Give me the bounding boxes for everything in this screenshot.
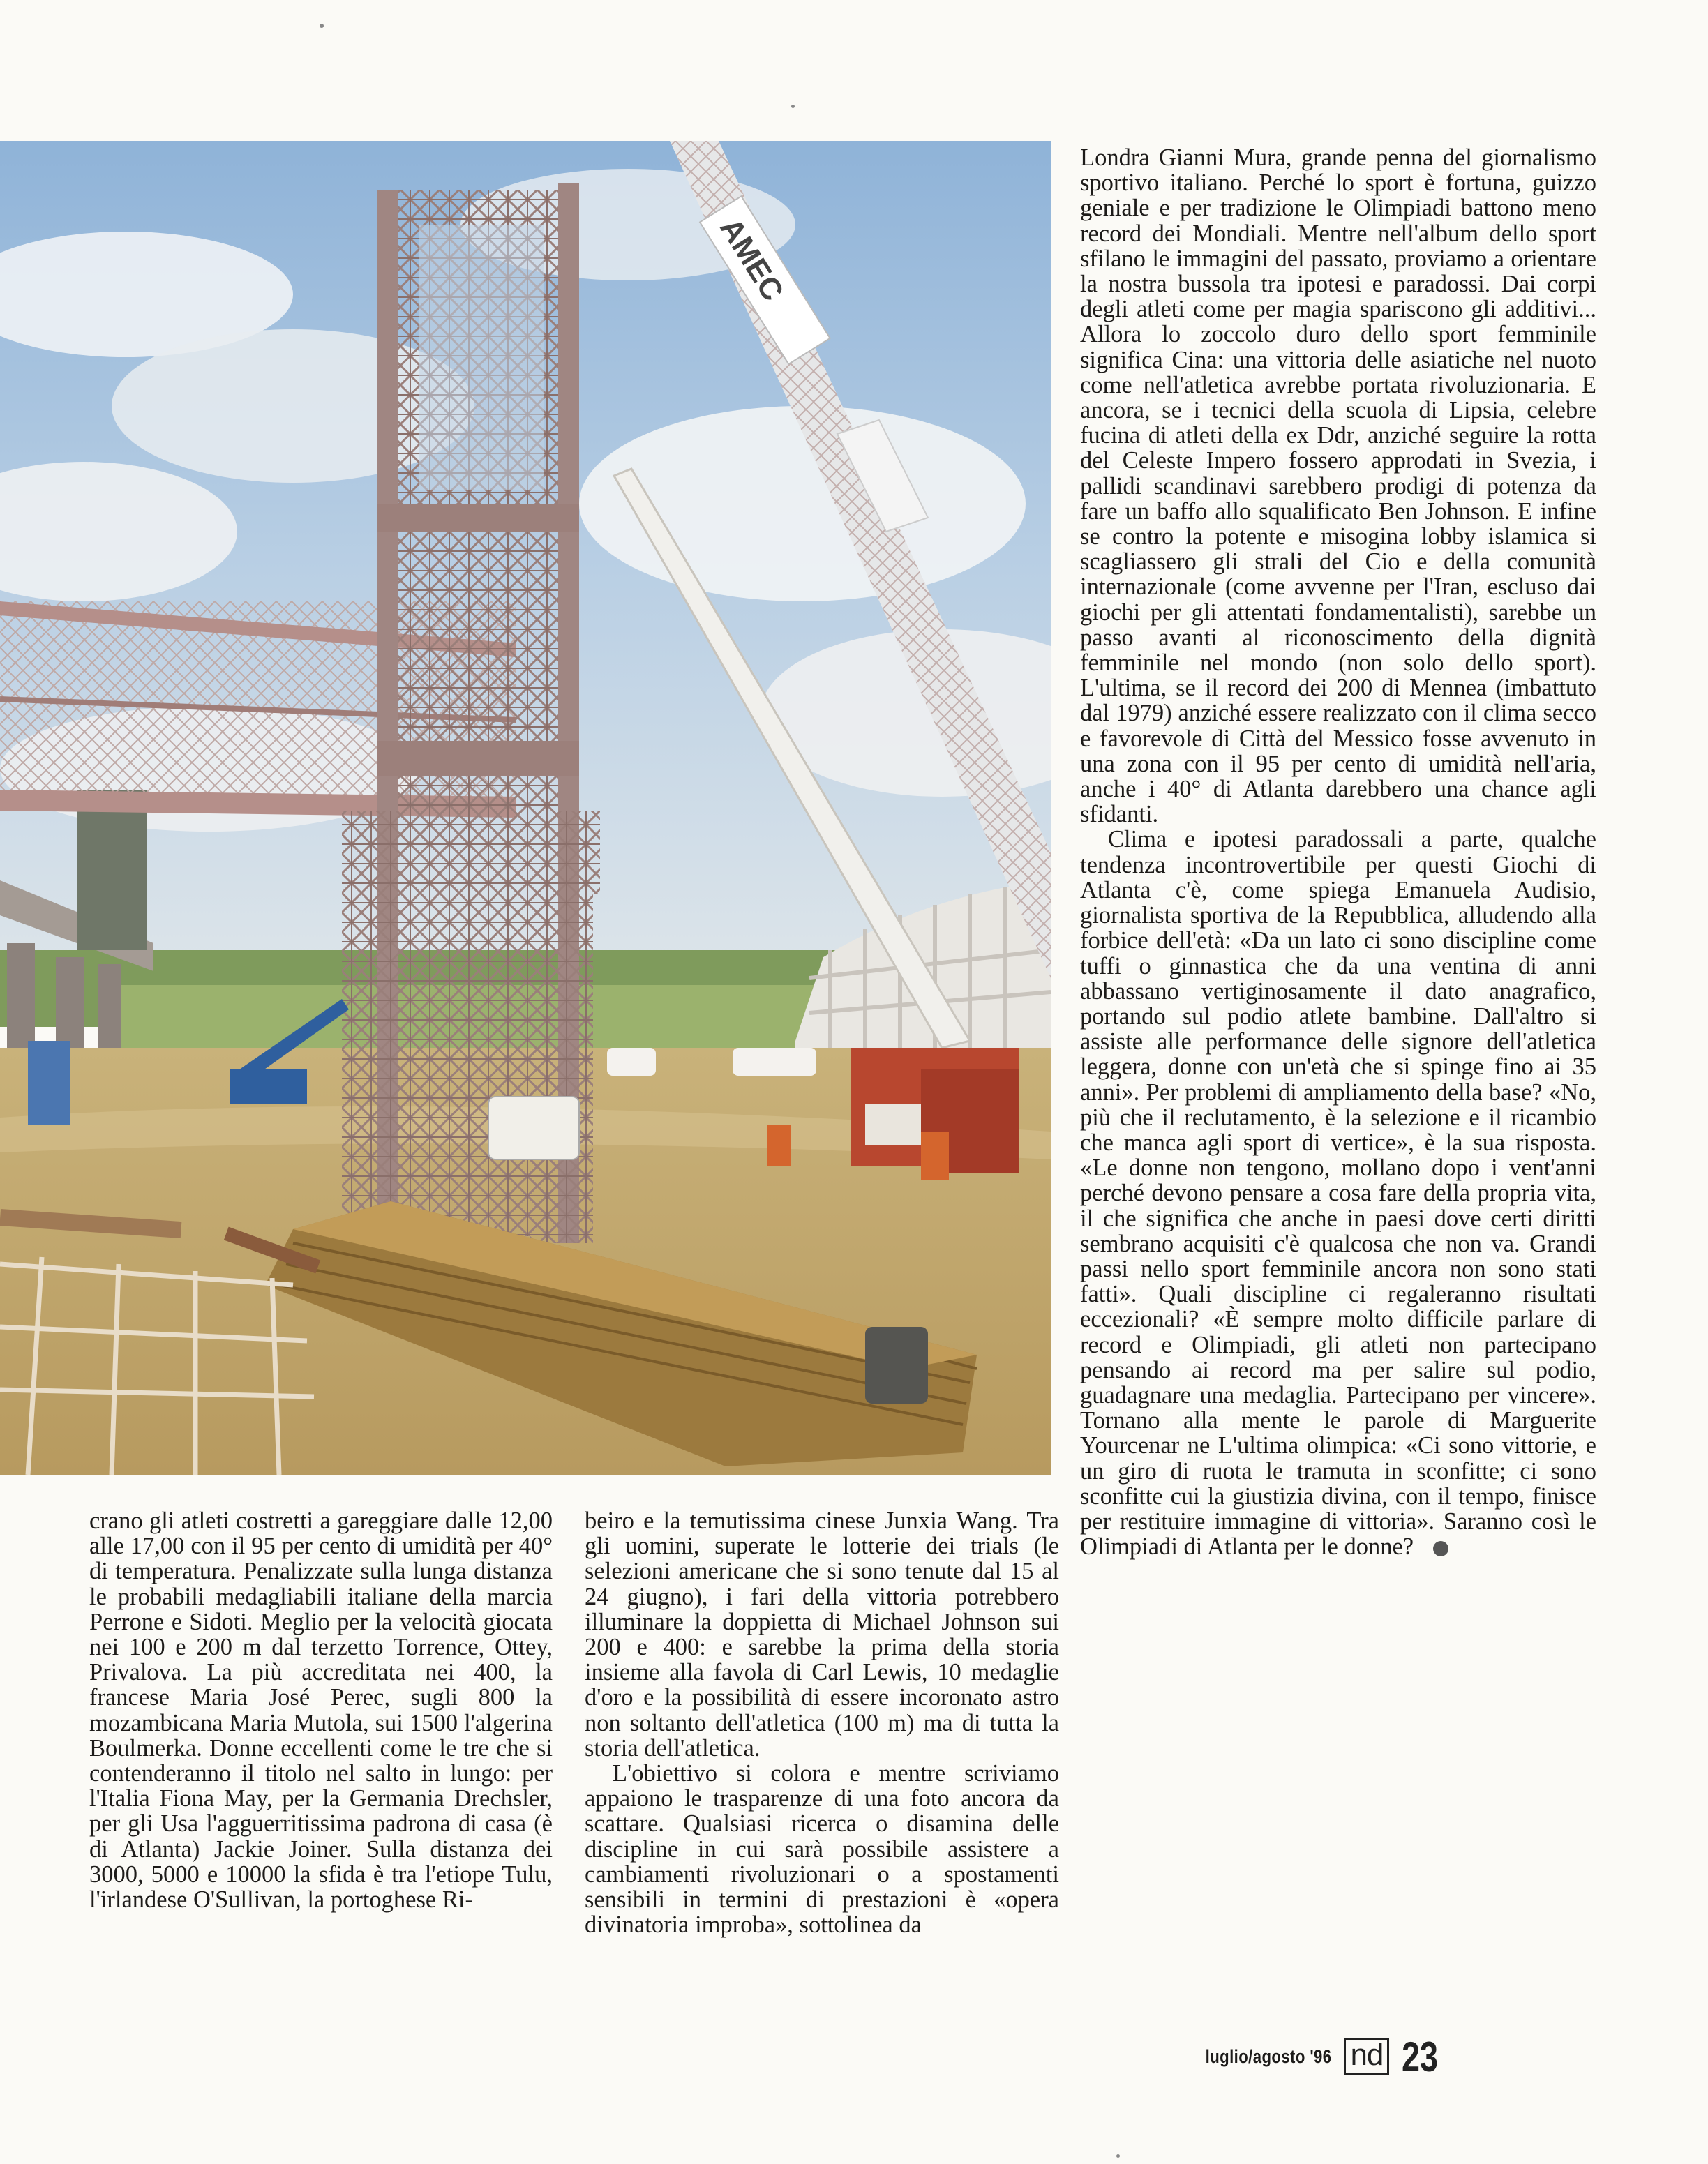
issue-date: luglio/agosto '96 xyxy=(1205,2045,1332,2067)
right-text-column xyxy=(1080,145,1596,1559)
paragraph xyxy=(1080,827,1596,1559)
paragraph: Londra Gianni Mura, grande penna del giornalismo sportivo italiano. Perché lo sport è fortuna, guizzo geniale e per tradizione le Olimpiadi battono meno record dei Mondiali. Mentre nell'album dello sport sfilano le immagini del passato, proviamo a orientare la nostra bussola tra ipotesi e paradossi. Dai corpi degli atleti come per magia spariscono gli additivi... Allora lo zoccolo duro dello sport femminile significa Cina: una vittoria delle asiatiche nel nuoto come nell'atletica avrebbe portata rivoluzionaria. E ancora, se i tecnici della scuola di Lipsia, celebre fucina di atleti della ex Ddr, anziché seguire la rotta del Celeste Impero fossero approdati in Svezia, i pallidi scandinavi sarebbero prodigi di potenza da fare un baffo allo squalificato Ben Johnson. E infine se contro la potente e misogina lobby islamica si scagliassero gli strali del Cio e della comunità internazionale (come avvenne per l'Iran, escluso dai giochi per gli attentati fondamentalisti), sarebbe un passo avanti al riconoscimento della dignità femminile nel mondo (non solo dello sport). L'ultima, se il record dei 200 di Mennea (imbattuto dal 1979) anziché essere realizzato con il clima secco e favorevole di Città del Messico fosse avvenuto in una zona con il 95 per cento di umidità nell'aria, anche i 40° di Atlanta darebbero una chance agli sfidanti. xyxy=(1080,144,1596,828)
paragraph-text: Clima e ipotesi paradossali a parte, qualche tendenza incontrovertibile per questi Giochi di Atlanta c'è, come spiega Emanuela Audisio, giornalista sportiva de la Repubblica, alludendo alla forbice dell'età: «Da un lato ci sono discipline come tuffi o ginnastica che da una ventina di anni abbassano vertiginosamente il dato anagrafico, portando sul podio atlete bambine. Dall'altro si assiste alle performance delle signore dell'atletica leggera, donne con un'età che si spinge fino ai 35 anni». Per problemi di ampliamento della base? «No, più che il reclutamento, è la selezione e il ricambio che manca agli sport di vertice», è la sua risposta. «Le donne non tengono, mollano dopo i vent'anni perché devono pensare a cosa fare della propria vita, il che significa che anche in paesi dove certi diritti sembrano acquisiti c'è qualcosa che non va. Grandi passi nello sport femminile ancora non sono stati fatti». Quali discipline ci regaleranno risultati eccezionali? «È sempre molto difficile parlare di record e Olimpiadi, gli atleti non partecipano pensando ai record ma per salire sul podio, guadagnare una medaglia. Partecipano per vincere». Tornano alla mente le parole di Marguerite Yourcenar ne L'ultima olimpica: «Ci sono vittorie, e un giro di ruota le tramuta in sconfitte; ci sono sconfitte cui la giustizia divina, con il tempo, finisce per restituire immagine di vittoria». Saranno così le Olimpiadi di Atlanta per le donne? xyxy=(1080,826,1596,1561)
paragraph: beiro e la temutissima cinese Junxia Wang. Tra gli uomini, superate le lotterie dei trials (le selezioni americane che si sono tenute dal 15 al 24 giugno), i fari della vittoria potrebbero illuminare la doppietta di Michael Johnson sui 200 e 400: e sarebbe la prima della storia insieme alla favola di Carl Lewis, 10 medaglie d'oro e la possibilità di essere incoronato astro non soltanto dell'atletica (100 m) ma di tutta la storia dell'atletica. xyxy=(585,1508,1059,1761)
paragraph: L'obiettivo si colora e mentre scriviamo appaiono le trasparenze di una foto ancora da scattare. Qualsiasi ricerca o disamina delle discipline in cui sarà possibile assistere a cambiamenti rivoluzionari o a spostamenti sensibili in termini di prestazioni è «opera divinatoria improba», sottolinea da xyxy=(585,1760,1059,1939)
page-number: 23 xyxy=(1402,2033,1439,2080)
scan-speck xyxy=(791,105,795,108)
construction-photo xyxy=(0,141,1051,1475)
page-footer xyxy=(1178,2029,1448,2084)
left-text-column xyxy=(89,1508,553,1912)
paragraph: crano gli atleti costretti a gareggiare dalle 12,00 alle 17,00 con il 95 per cento di umidità per 40° di temperatura. Penalizzate sulla lunga distanza le probabili medagliabili italiane della marcia Perrone e Sidoti. Meglio per la velocità giocata nei 100 e 200 m dal terzetto Torrence, Ottey, Privalova. La più accreditata nei 400, la francese Maria José Perec, sugli 800 la mozambicana Maria Mutola, sui 1500 l'algerina Boulmerka. Donne eccellenti come le tre che si contenderanno il titolo nel salto in lungo: per l'Italia Fiona May, per la Germania Drechsler, per gli Usa l'agguerritissima padrona di casa (è di Atlanta) Jackie Joiner. Sulla distanza dei 3000, 5000 e 10000 la sfida è tra l'etiope Tulu, l'irlandese O'Sullivan, la portoghese Ri- xyxy=(89,1508,553,1914)
magazine-logo: nd xyxy=(1344,2038,1389,2075)
end-mark-icon xyxy=(1433,1541,1448,1556)
middle-text-column xyxy=(585,1508,1059,1937)
scan-speck xyxy=(320,24,324,28)
scan-speck xyxy=(1116,2154,1120,2158)
crane-sign-text: AMEC xyxy=(713,212,791,307)
